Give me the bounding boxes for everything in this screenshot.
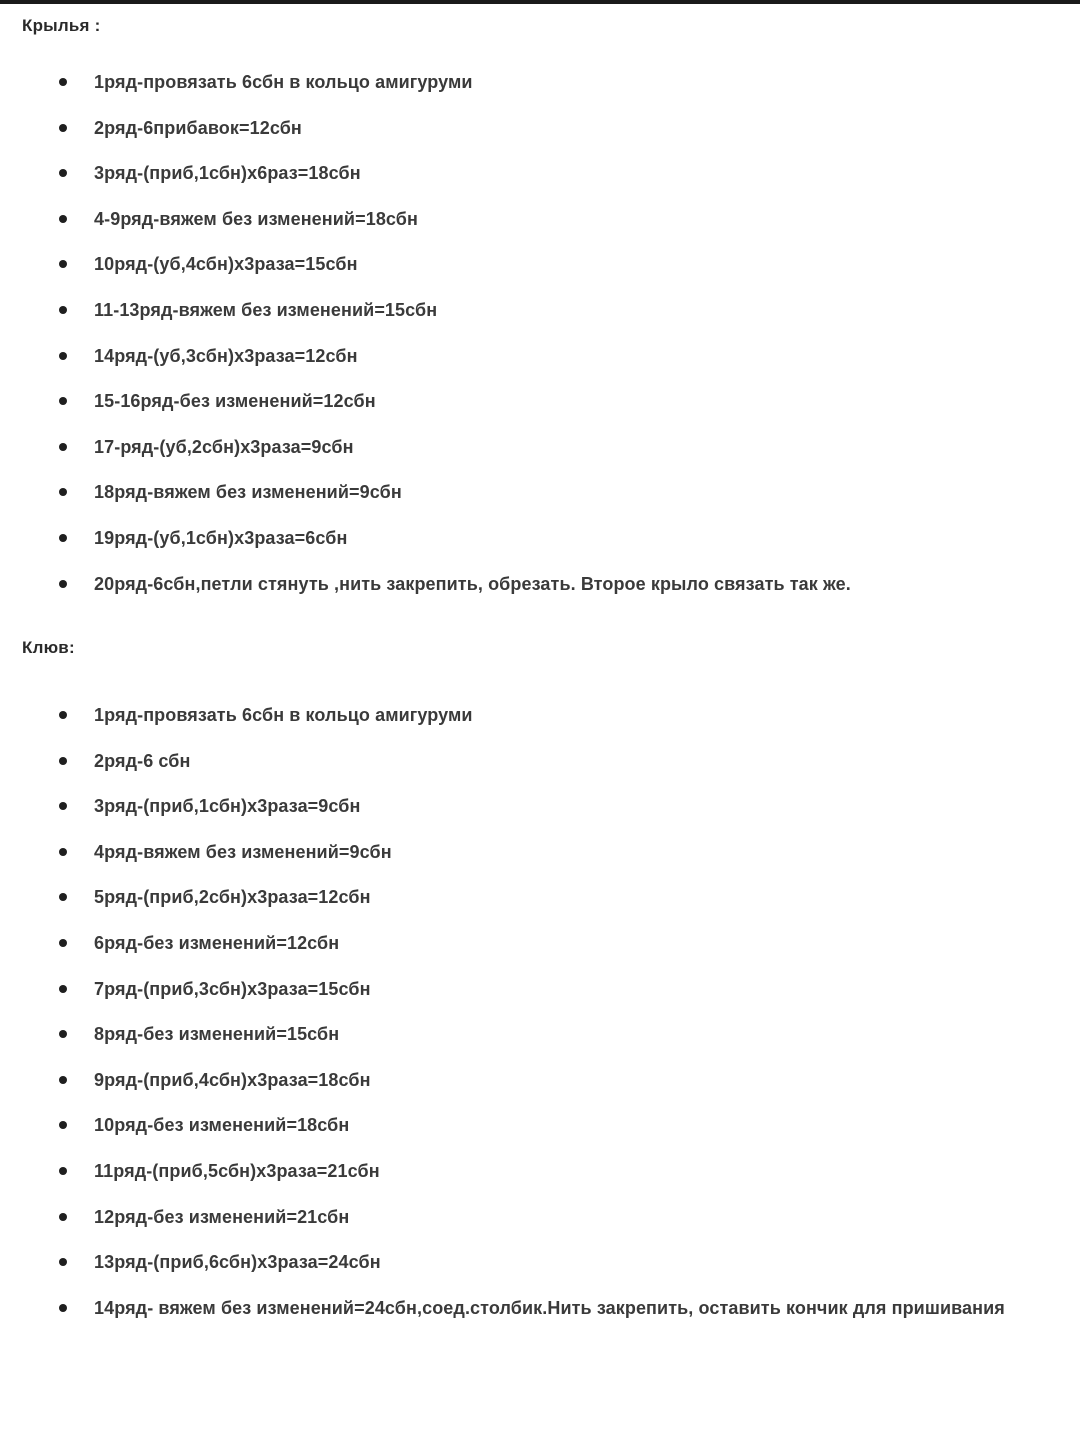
list-item: 2ряд-6прибавок=12сбн xyxy=(0,116,1080,162)
bullet-icon xyxy=(59,169,67,177)
bullet-icon xyxy=(59,1121,67,1129)
wings-instruction-list xyxy=(0,70,1080,617)
list-item: 19ряд-(уб,1сбн)х3раза=6сбн xyxy=(0,526,1080,572)
list-item: 20ряд-6сбн,петли стянуть ,нить закрепить, обрезать. Второе крыло связать так же. xyxy=(0,572,1080,618)
bullet-icon xyxy=(59,78,67,86)
bullet-icon xyxy=(59,306,67,314)
section-title-beak: Клюв: xyxy=(22,638,75,657)
list-item: 15-16ряд-без изменений=12сбн xyxy=(0,389,1080,435)
section-title-wings: Крылья : xyxy=(22,16,101,35)
bullet-icon xyxy=(59,215,67,223)
bullet-icon xyxy=(59,711,67,719)
list-item: 2ряд-6 сбн xyxy=(0,749,1080,795)
list-item: 5ряд-(приб,2сбн)х3раза=12сбн xyxy=(0,885,1080,931)
list-item: 1ряд-провязать 6сбн в кольцо амигуруми xyxy=(0,70,1080,116)
top-border xyxy=(0,0,1080,4)
bullet-icon xyxy=(59,534,67,542)
list-item: 4ряд-вяжем без изменений=9сбн xyxy=(0,840,1080,886)
list-item: 3ряд-(приб,1сбн)х6раз=18сбн xyxy=(0,161,1080,207)
list-item: 8ряд-без изменений=15сбн xyxy=(0,1022,1080,1068)
bullet-icon xyxy=(59,1167,67,1175)
bullet-icon xyxy=(59,1258,67,1266)
list-item: 14ряд- вяжем без изменений=24сбн,соед.столбик.Нить закрепить, оставить кончик для пришивания xyxy=(0,1296,1080,1342)
list-item: 13ряд-(приб,6сбн)х3раза=24сбн xyxy=(0,1250,1080,1296)
bullet-icon xyxy=(59,443,67,451)
list-item: 3ряд-(приб,1сбн)х3раза=9сбн xyxy=(0,794,1080,840)
bullet-icon xyxy=(59,1304,67,1312)
list-item: 9ряд-(приб,4сбн)х3раза=18сбн xyxy=(0,1068,1080,1114)
list-item: 7ряд-(приб,3сбн)х3раза=15сбн xyxy=(0,977,1080,1023)
list-item: 11ряд-(приб,5сбн)х3раза=21сбн xyxy=(0,1159,1080,1205)
bullet-icon xyxy=(59,488,67,496)
bullet-icon xyxy=(59,939,67,947)
bullet-icon xyxy=(59,757,67,765)
list-item: 11-13ряд-вяжем без изменений=15сбн xyxy=(0,298,1080,344)
list-item: 10ряд-(уб,4сбн)х3раза=15сбн xyxy=(0,252,1080,298)
bullet-icon xyxy=(59,848,67,856)
bullet-icon xyxy=(59,352,67,360)
bullet-icon xyxy=(59,1030,67,1038)
bullet-icon xyxy=(59,802,67,810)
list-item: 14ряд-(уб,3сбн)х3раза=12сбн xyxy=(0,344,1080,390)
bullet-icon xyxy=(59,397,67,405)
list-item: 4-9ряд-вяжем без изменений=18сбн xyxy=(0,207,1080,253)
beak-instruction-list xyxy=(0,703,1080,1341)
list-item: 10ряд-без изменений=18сбн xyxy=(0,1113,1080,1159)
bullet-icon xyxy=(59,985,67,993)
bullet-icon xyxy=(59,1076,67,1084)
bullet-icon xyxy=(59,260,67,268)
bullet-icon xyxy=(59,893,67,901)
list-item: 6ряд-без изменений=12сбн xyxy=(0,931,1080,977)
bullet-icon xyxy=(59,124,67,132)
list-item: 12ряд-без изменений=21сбн xyxy=(0,1205,1080,1251)
list-item: 1ряд-провязать 6сбн в кольцо амигуруми xyxy=(0,703,1080,749)
list-item: 18ряд-вяжем без изменений=9сбн xyxy=(0,480,1080,526)
list-item: 17-ряд-(уб,2сбн)х3раза=9сбн xyxy=(0,435,1080,481)
bullet-icon xyxy=(59,580,67,588)
bullet-icon xyxy=(59,1213,67,1221)
